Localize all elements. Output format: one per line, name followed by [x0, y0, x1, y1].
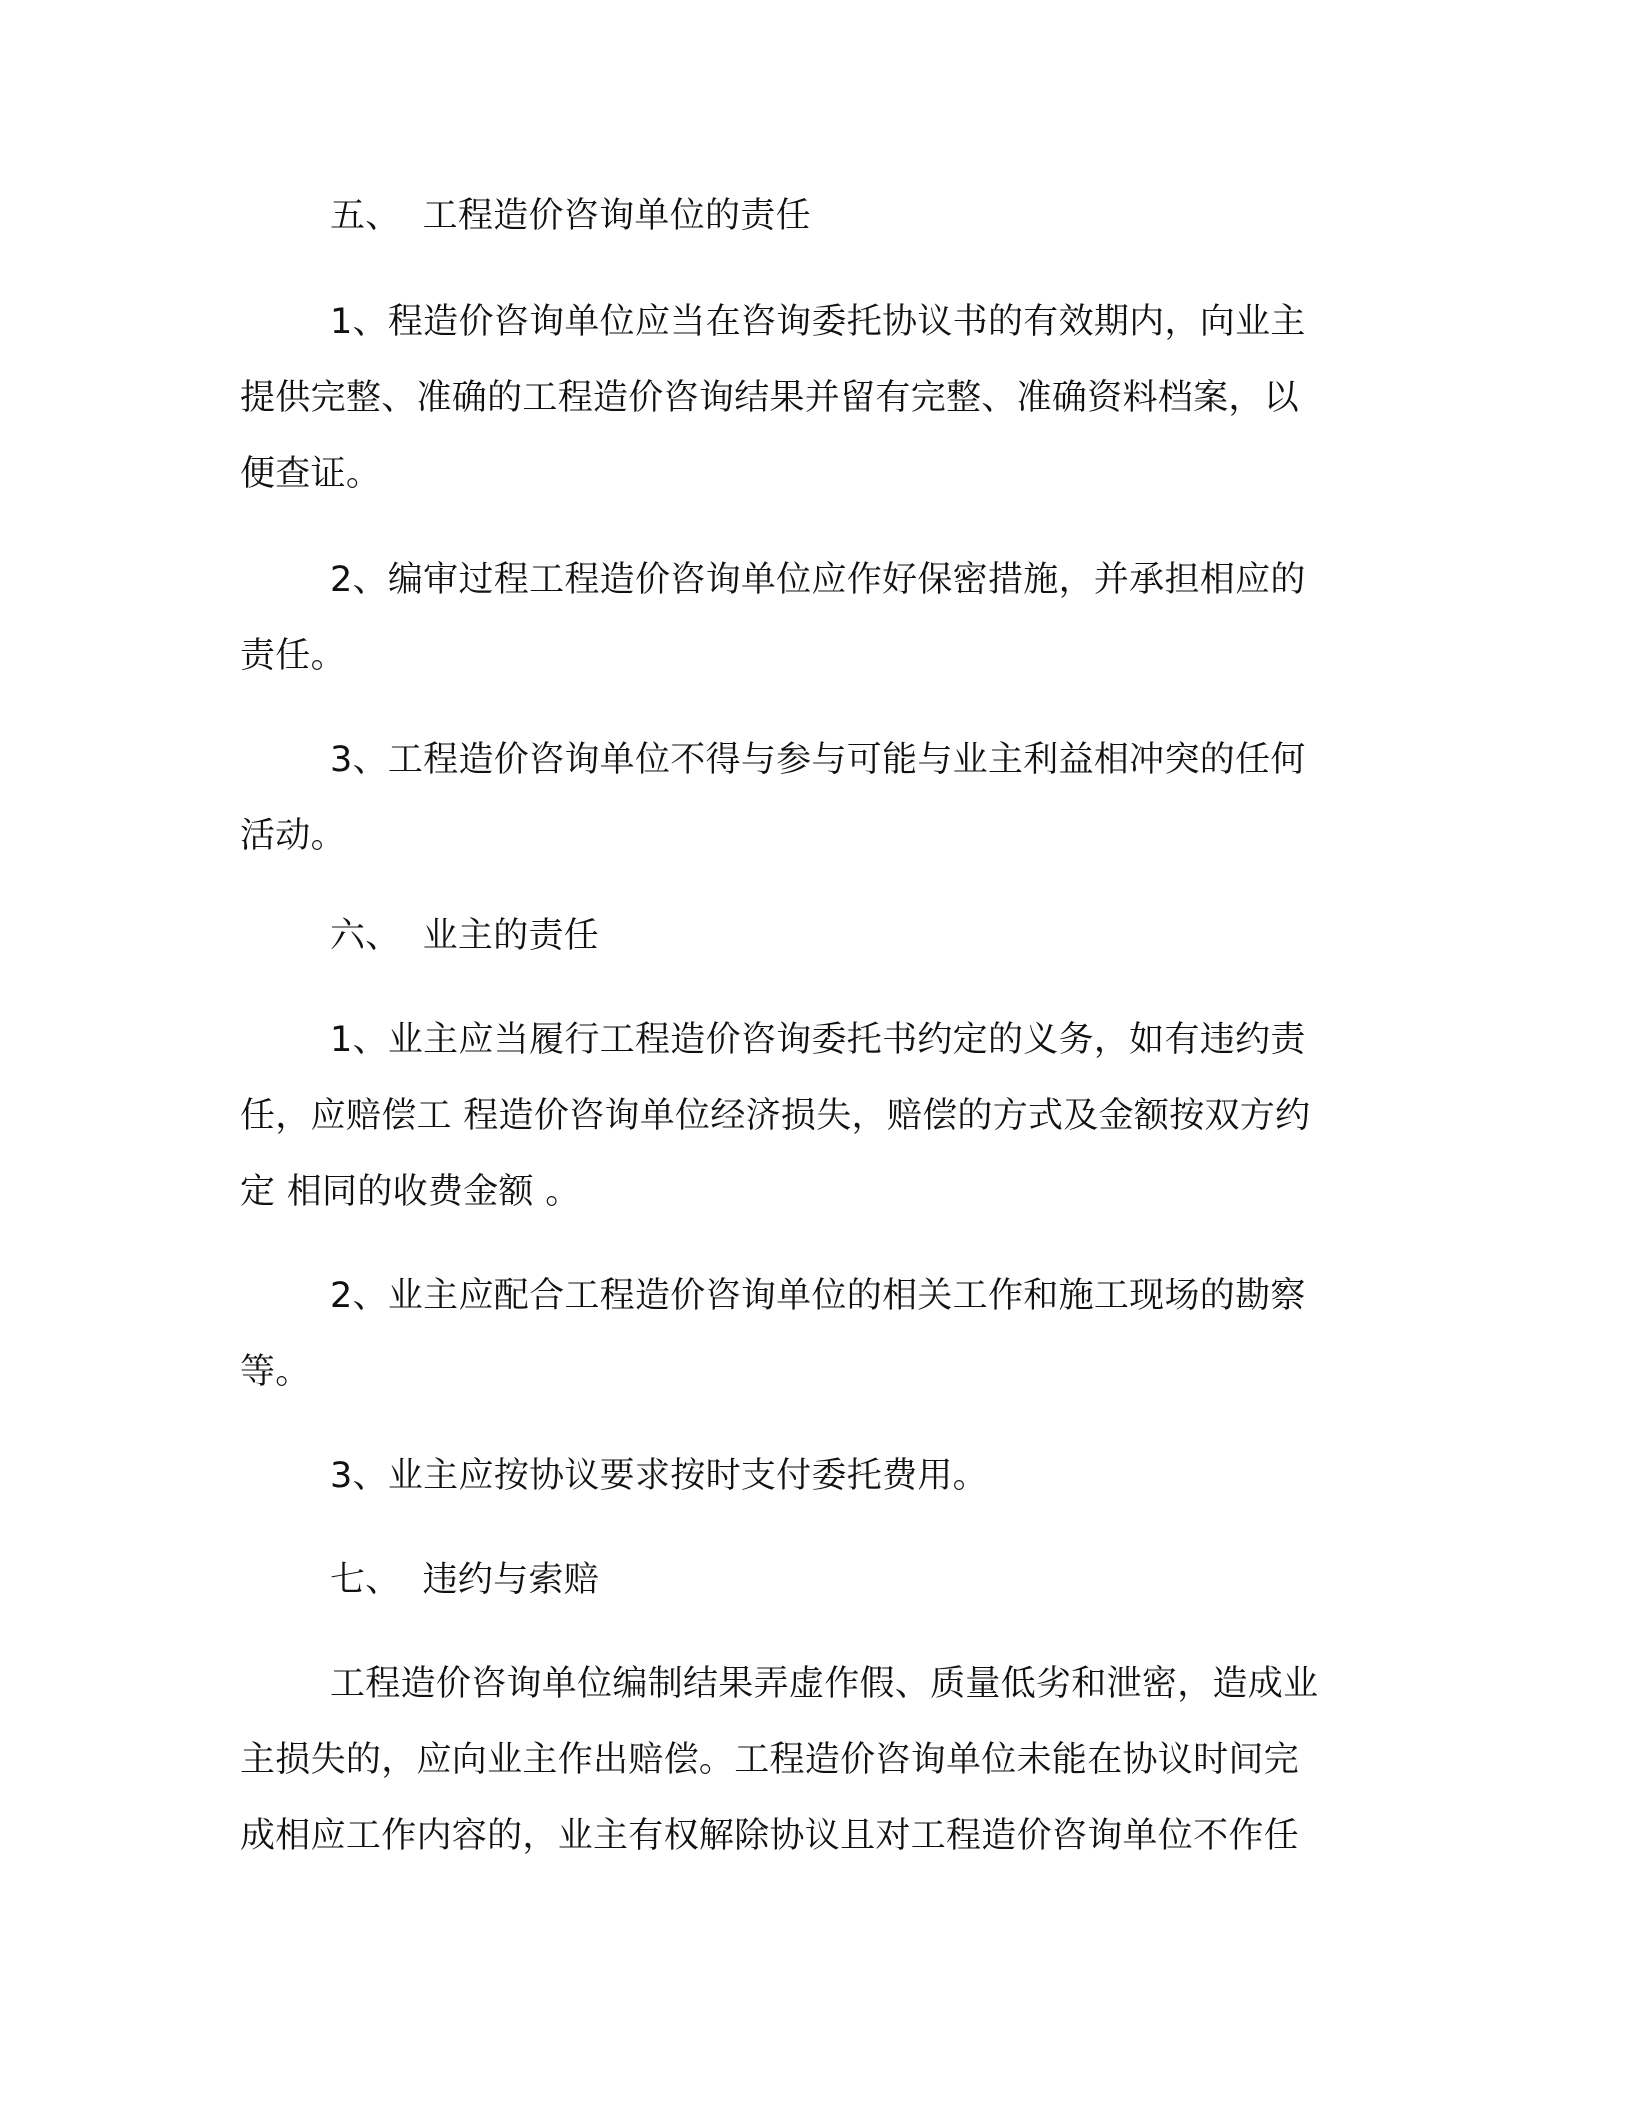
section-heading-5 [330, 192, 811, 240]
section-number: 七、 [330, 1560, 401, 1600]
section-heading-7 [330, 1556, 599, 1604]
paragraph-line: 主损失的，应向业主作出赔偿。工程造价咨询单位未能在协议时间完 [240, 1740, 1300, 1780]
paragraph-line: 1、业主应当履行工程造价咨询委托书约定的义务，如有违约责 [330, 1020, 1306, 1060]
paragraph-line: 2、业主应配合工程造价咨询单位的相关工作和施工现场的勘察 [330, 1276, 1306, 1316]
paragraph-line: 责任。 [240, 636, 346, 676]
paragraph-line: 便查证。 [240, 454, 382, 494]
paragraph-line: 工程造价咨询单位编制结果弄虚作假、质量低劣和泄密，造成业 [330, 1664, 1319, 1704]
paragraph-line: 1、程造价咨询单位应当在咨询委托协议书的有效期内，向业主 [330, 302, 1306, 342]
paragraph-line: 提供完整、准确的工程造价咨询结果并留有完整、准确资料档案，以 [240, 378, 1300, 418]
section-number: 五、 [330, 196, 401, 236]
paragraph-line: 3、业主应按协议要求按时支付委托费用。 [330, 1456, 988, 1496]
paragraph-line: 3、工程造价咨询单位不得与参与可能与业主利益相冲突的任何 [330, 740, 1306, 780]
paragraph-line: 2、编审过程工程造价咨询单位应作好保密措施，并承担相应的 [330, 560, 1306, 600]
section-title: 业主的责任 [422, 916, 600, 956]
section-number: 六、 [330, 916, 401, 956]
paragraph-line: 活动。 [240, 816, 346, 856]
section-title: 违约与索赔 [422, 1560, 600, 1600]
section-title: 工程造价咨询单位的责任 [422, 196, 811, 236]
paragraph-line: 任，应赔偿工 程造价咨询单位经济损失，赔偿的方式及金额按双方约 [240, 1096, 1311, 1136]
paragraph-line: 成相应工作内容的，业主有权解除协议且对工程造价咨询单位不作任 [240, 1816, 1300, 1856]
paragraph-line: 等。 [240, 1352, 311, 1392]
paragraph-line: 定 相同的收费金额 。 [240, 1172, 581, 1212]
section-heading-6 [330, 912, 599, 960]
